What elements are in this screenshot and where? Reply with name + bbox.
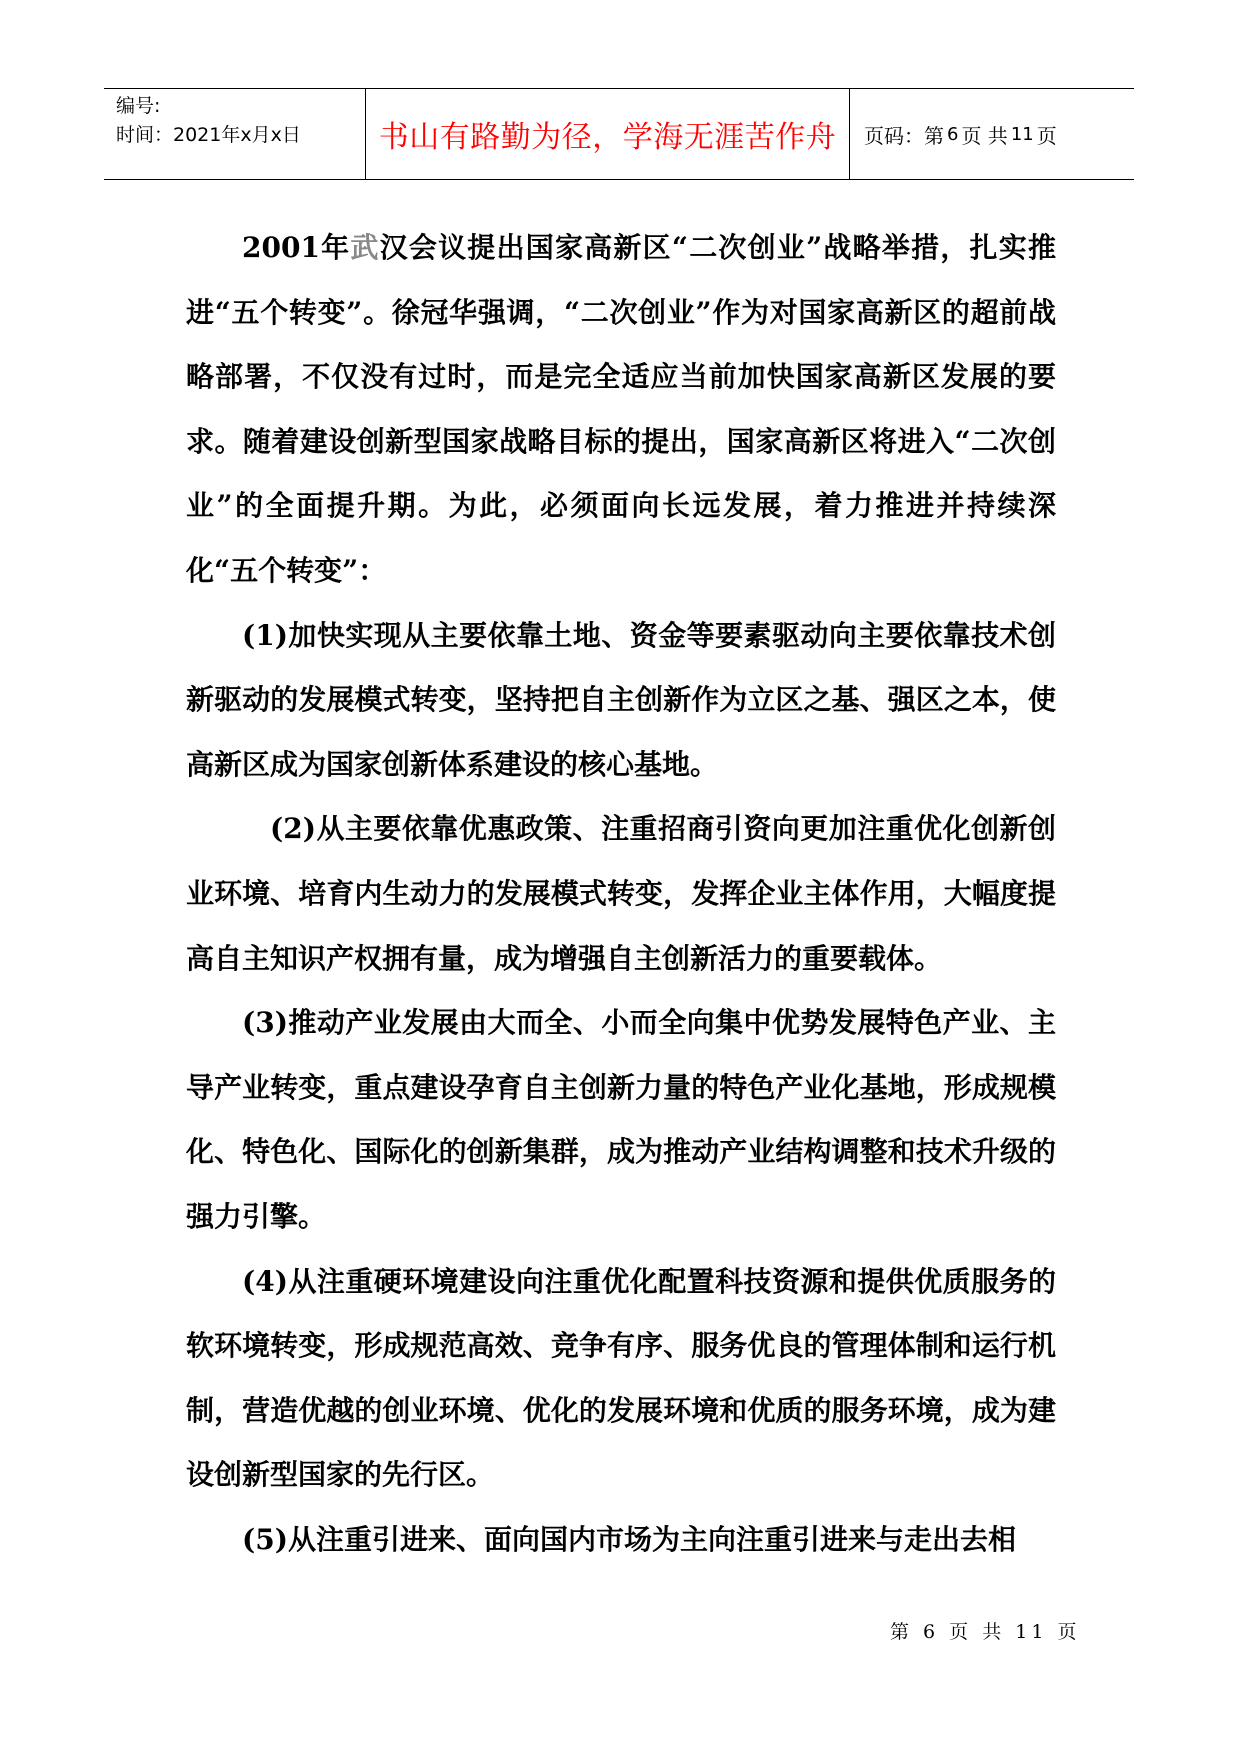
page-label: 页码：第: [864, 123, 944, 148]
list-item-5: (5)从注重引进来、面向国内市场为主向注重引进来与走出去相: [242, 1522, 1016, 1556]
list-item-4: (4)从注重硬环境建设向注重优化配置科技资源和提供优质服务的软环境转变，形成规范高效、竞争有序、服务优良的管理体制和运行机制，营造优越的创业环境、优化的发展环境和优质的服务环境，成为建设创新型国家的先行区。: [186, 1264, 1056, 1492]
page-mid: 页 共: [961, 123, 1008, 148]
header-page-info: [850, 89, 1134, 179]
page-total: 11: [1010, 123, 1034, 145]
body-content: [186, 216, 1056, 1572]
page-end: 页: [1036, 123, 1057, 148]
list-item-1: (1)加快实现从主要依靠土地、资金等要素驱动向主要依靠技术创新驱动的发展模式转变，坚持把自主创新作为立区之基、强区之本，使高新区成为国家创新体系建设的核心基地。: [186, 618, 1056, 781]
header-motto: 书山有路勤为径，学海无涯苦作舟: [366, 89, 850, 179]
page-header: [104, 88, 1134, 180]
number-label: 编号:: [116, 95, 161, 117]
intro-paragraph: [186, 216, 1056, 604]
intro-text-a: 2001年: [242, 231, 351, 264]
page-footer: 第 6 页 共 11 页: [890, 1621, 1081, 1643]
list-item-2: (2)从主要依靠优惠政策、注重招商引资向更加注重优化创新创业环境、培育内生动力的发展模式转变，发挥企业主体作用，大幅度提高自主知识产权拥有量，成为增强自主创新活力的重要载体。: [186, 812, 1056, 975]
intro-text-b: 汉会议提出国家高新区“二次创业”战略举措，扎实推进“五个转变”。徐冠华强调，“二次创业”作为对国家高新区的超前战略部署，不仅没有过时，而是完全适应当前加快国家高新区发展的要求。随着建设创新型国家战略目标的提出，国家高新区将进入“二次创业”的全面提升期。为此，必须面向长远发展，着力推进并持续深化“五个转变”：: [186, 231, 1056, 587]
time-label: 时间：2021年x月x日: [116, 124, 301, 146]
intro-highlight: 武: [350, 231, 380, 264]
page-current: 6: [947, 123, 959, 145]
header-meta: [104, 89, 366, 179]
list-item-3: (3)推动产业发展由大而全、小而全向集中优势发展特色产业、主导产业转变，重点建设孕育自主创新力量的特色产业化基地，形成规模化、特色化、国际化的创新集群，成为推动产业结构调整和技术升级的强力引擎。: [186, 1006, 1056, 1233]
